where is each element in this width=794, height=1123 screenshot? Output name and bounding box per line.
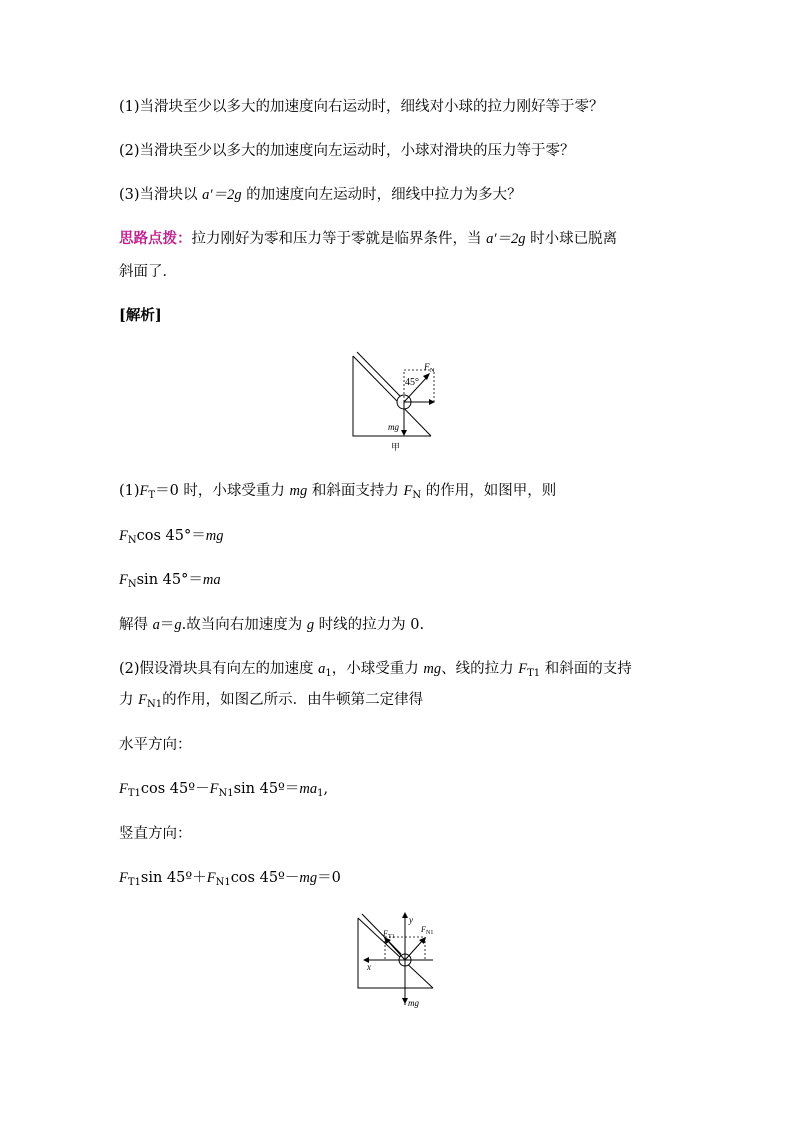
eq3-a: F [119,781,128,797]
string-line [357,352,400,396]
eq2-body: sin 45°＝ [136,572,203,588]
solution-1-line [119,481,556,506]
y-axis-arrowhead [402,912,408,918]
ft1-label: F [383,929,388,938]
result-1 [119,615,424,635]
question-3-pre: (3)当滑块以 [119,187,203,203]
string-line [362,914,401,954]
eq1-f: F [119,528,128,544]
hint-label: 思路点拨： [119,230,192,247]
s1-pre: (1) [119,483,140,499]
horizontal-arrowhead [429,399,435,405]
s1-fn-sub: N [412,490,422,501]
eq3-e-sub: 1 [317,788,324,799]
s2-pre: (2)假设滑块具有向左的加速度 [119,661,319,677]
hint-expr: a′＝2g [486,231,526,247]
question-2 [119,141,575,161]
s2-fn1-sub: N1 [146,699,163,710]
normal-force-arrow [405,940,423,960]
s2-line2-pre: 力 [119,692,139,708]
question-1-text: (1)当滑块至少以多大的加速度向右运动时，细线对小球的拉力刚好等于零？ [119,99,604,115]
result1-post: 时线的拉力为 0. [314,617,425,633]
weight-arrowhead [401,430,407,436]
question-3-expr: a′＝2g [202,187,242,203]
eq1-sub: N [127,535,137,546]
eq4-a-sub: T1 [127,877,141,888]
equation-4 [119,868,341,893]
vertical-direction-label [119,824,192,844]
solution-2-line-2 [119,690,423,715]
hint-line-2-text: 斜面了． [119,264,177,280]
fn1-label: F [421,925,426,934]
s1-ft: F [139,483,149,499]
solution-2-line-1 [119,659,632,684]
figure-1-caption: 甲 [391,442,401,452]
analysis-label [119,306,162,326]
eq1-mg: mg [205,528,224,544]
result1-a: a [152,617,160,633]
eq3-d: sin 45º＝ [233,781,300,797]
figure-1-incline-diagram [340,348,450,454]
s1-mid2: 和斜面支持力 [307,483,404,499]
x-axis-label: x [367,962,371,972]
eq4-c-sub: N1 [215,877,231,888]
eq2-f: F [119,572,128,588]
figure-2-incline-diagram [345,910,450,1015]
horizontal-text: 水平方向： [119,737,192,753]
question-3-post: 的加速度向左运动时，细线中拉力为多大？ [241,187,522,203]
eq4-f: ＝0 [317,870,341,886]
equation-3 [119,779,328,804]
hint-line-1 [119,229,617,249]
eq4-a: F [119,870,128,886]
s1-mg: mg [289,483,308,499]
mg-label: mg [408,998,419,1008]
eq1-body: cos 45°＝ [136,528,206,544]
fn1-label-sub: N1 [426,930,434,936]
analysis-label-text: [解析] [119,307,162,324]
normal-force-arrowhead [423,373,430,380]
hint-text-pre: 拉力刚好为零和压力等于零就是临界条件，当 [191,231,487,247]
hint-text-post: 时小球已脱离 [525,231,618,247]
s1-fn: F [403,483,413,499]
s2-mid: ，小球受重力 [331,661,424,677]
s1-post: 的作用，如图甲，则 [421,483,557,499]
eq2-sub: N [127,579,137,590]
result1-g2: g [306,617,315,633]
s2-ft1-sub: T1 [527,668,541,679]
result1-mid: ＝ [159,617,175,633]
s1-ft-sub: T [148,490,156,501]
eq4-d: cos 45º－ [230,870,300,886]
s2-fn1: F [138,692,147,708]
fn-label: F [424,362,430,372]
s1-mid: ＝0 时，小球受重力 [155,483,290,499]
result1-mid2: .故当向右加速度为 [181,617,307,633]
result1-pre: 解得 [119,617,153,633]
question-1 [119,97,604,117]
mg-label: mg [388,422,399,432]
eq3-c: F [209,781,219,797]
eq3-end: , [323,781,329,797]
eq2-ma: ma [202,572,221,588]
eq3-b: cos 45º－ [140,781,210,797]
s2-a1: a [318,661,326,677]
eq4-e: mg [299,870,318,886]
question-3 [119,185,522,205]
s2-line2-post: 的作用，如图乙所示．由牛顿第二定律得 [162,692,424,708]
vertical-text: 竖直方向： [119,826,192,842]
ft1-label-sub: T1 [388,934,395,940]
angle-label: 45° [405,377,419,388]
s2-mg: mg [423,661,442,677]
result1-g: g [174,617,182,633]
eq3-c-sub: N1 [218,788,234,799]
eq3-e: ma [299,781,318,797]
question-2-text: (2)当滑块至少以多大的加速度向左运动时，小球对滑块的压力等于零？ [119,143,575,159]
s2-ft1: F [518,661,528,677]
horizontal-direction-label [119,735,192,755]
y-axis-label: y [409,915,413,925]
eq4-b: sin 45º＋ [140,870,207,886]
equation-2 [119,570,221,595]
s2-mid3: 和斜面的支持 [540,661,632,677]
equation-1 [119,526,223,551]
hint-line-2 [119,262,177,282]
tension-arrow [387,940,405,960]
eq3-a-sub: T1 [127,788,141,799]
eq4-c: F [206,870,216,886]
s2-a1-sub: 1 [325,668,332,679]
fn-label-sub: N [430,368,435,374]
s2-mid2: 、线的拉力 [441,661,519,677]
